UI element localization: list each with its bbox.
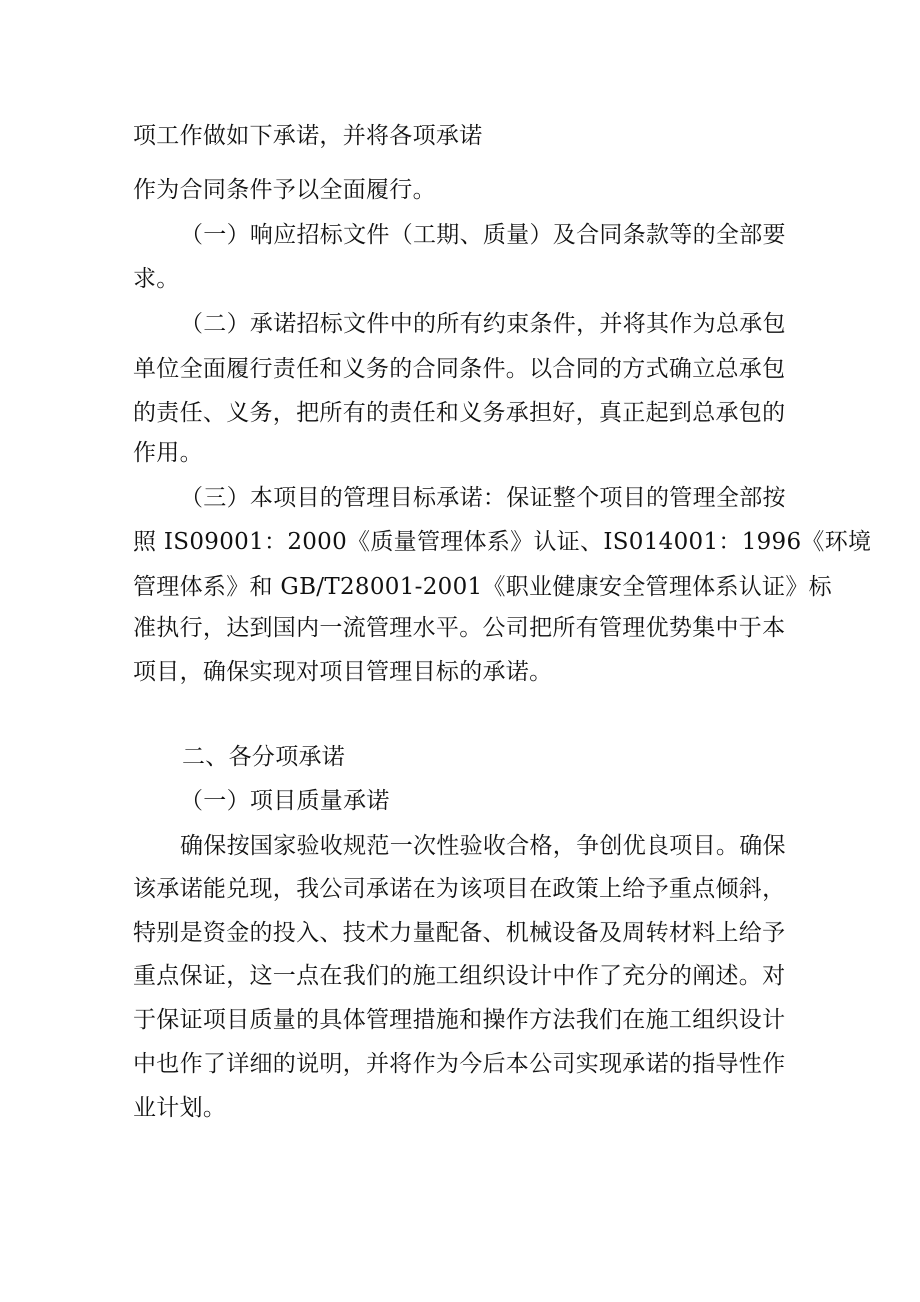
text-line: 准执行，达到国内一流管理水平。公司把所有管理优势集中于本 <box>133 615 786 641</box>
text-line: 于保证项目质量的具体管理措施和操作方法我们在施工组织设计 <box>133 1007 786 1033</box>
text-line: 业计划。 <box>133 1095 227 1121</box>
text-line: 该承诺能兑现，我公司承诺在为该项目在政策上给予重点倾斜， <box>133 876 786 902</box>
section-heading: 二、各分项承诺 <box>182 744 346 770</box>
text-line: 照 IS09001：2000《质量管理体系》认证、IS014001：1996《环境 <box>133 529 872 555</box>
text-line: 项目，确保实现对项目管理目标的承诺。 <box>133 659 553 685</box>
text-line: 特别是资金的投入、技术力量配备、机械设备及周转材料上给予 <box>133 920 786 946</box>
text-line: 作为合同条件予以全面履行。 <box>133 177 436 203</box>
text-line: （一）响应招标文件（工期、质量）及合同条款等的全部要 <box>180 222 786 248</box>
text-line: 确保按国家验收规范一次性验收合格，争创优良项目。确保 <box>180 833 786 859</box>
text-line: 的责任、义务，把所有的责任和义务承担好，真正起到总承包的 <box>133 400 786 426</box>
text-line: （二）承诺招标文件中的所有约束条件，并将其作为总承包 <box>180 311 786 337</box>
text-line: （三）本项目的管理目标承诺：保证整个项目的管理全部按 <box>180 485 786 511</box>
text-line: 求。 <box>133 266 180 292</box>
text-line: 重点保证，这一点在我们的施工组织设计中作了充分的阐述。对 <box>133 963 786 989</box>
text-line: 作用。 <box>133 440 203 466</box>
text-line: 项工作做如下承诺，并将各项承诺 <box>133 123 483 149</box>
text-line: 中也作了详细的说明，并将作为今后本公司实现承诺的指导性作 <box>133 1051 786 1077</box>
subsection-heading: （一）项目质量承诺 <box>180 788 390 814</box>
text-line: 管理体系》和 GB/T28001-2001《职业健康安全管理体系认证》标 <box>133 574 832 600</box>
text-line: 单位全面履行责任和义务的合同条件。以合同的方式确立总承包 <box>133 356 786 382</box>
